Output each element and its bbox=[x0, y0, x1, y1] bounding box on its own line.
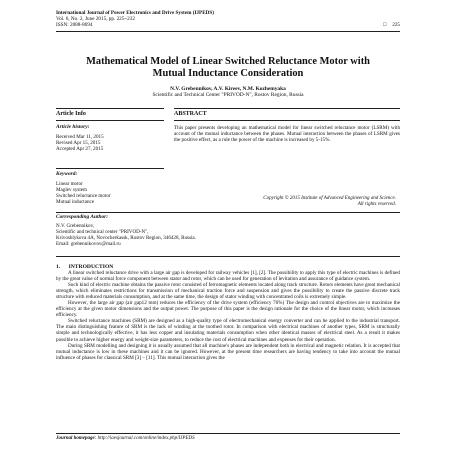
accepted-date: Accepted Apr 27, 2015 bbox=[56, 146, 104, 152]
paper-page bbox=[56, 0, 400, 452]
keyword-item: Linear motor bbox=[56, 181, 83, 187]
journal-volume: Vol. 6, No. 2, June 2015, pp. 225~232 bbox=[56, 16, 135, 23]
info-bottom-rule bbox=[56, 212, 400, 213]
homepage-link[interactable]: : http://iaesjournal.com/online/index.php/IJPEDS bbox=[94, 436, 195, 441]
revised-date: Revised Apr 15, 2015 bbox=[56, 140, 101, 146]
copyright-line-1: Copyright © 2015 Institute of Advanced Engineering and Science. bbox=[263, 196, 396, 201]
title-line-2: Mutual Inductance Consideration bbox=[152, 68, 304, 79]
corresponding-line: Krivoshlykova 4A, Novocherkassk, Rostov Region, 346428, Russia. bbox=[56, 235, 196, 241]
journal-footer bbox=[56, 436, 400, 441]
author-block bbox=[56, 86, 400, 99]
corresponding-author bbox=[56, 214, 400, 247]
paragraph: A linear switched reluctance drive with a large air gap is developed for railway vehicles [1], [2]. The possibility to apply this type of electric machines is defined by the great value of normal force component between stator and rotor, which can be used for generation of levitation and assurance of guidance system. bbox=[56, 270, 400, 283]
article-history bbox=[56, 124, 164, 152]
abstract-top-rule bbox=[174, 108, 400, 109]
author-names: N.V. Grebennikov, A.V. Kireev, N.M. Kozhemyaka bbox=[170, 86, 286, 92]
corresponding-line: Scientific and technical center "PRIVOD-N", bbox=[56, 229, 149, 235]
article-title bbox=[56, 56, 400, 80]
page-square-icon: □ bbox=[383, 22, 387, 29]
author-affiliation: Scientific and Technical Center "PRIVOD-N", Rostov Region, Russia bbox=[152, 92, 304, 99]
homepage-label: Journal homepage bbox=[56, 436, 95, 441]
paragraph: Such kind of electric machine obtains the passive rotor consisted of ferromagnetic elements located along track structure. Rotors elements have great mechanical strength, which eliminates restrictions for transmission of mechanical traction force and suspension and gives the possibility to create the passive discrete track structure with reduced materials consumption, and at the same time, the design of stator winding with concentrated coils is extremely simple. bbox=[56, 282, 400, 301]
corresponding-label: Corresponding Author: bbox=[56, 214, 109, 220]
journal-name: International Journal of Power Electronics and Drive System (IJPEDS) bbox=[56, 10, 215, 16]
info-top-rule bbox=[56, 108, 164, 109]
info-head-rule bbox=[56, 120, 164, 121]
title-line-1: Mathematical Model of Linear Switched Reluctance Motor with bbox=[86, 56, 370, 67]
keyword-item: Maglev system bbox=[56, 187, 87, 193]
copyright-notice bbox=[174, 196, 396, 208]
paragraph: Switched reluctance machines (SRM) are designed as a high-quality type of electromechanical energy converter and can be applied to the industrial transport. The main distinguishing feature of SRM is the lack of winding at the toothed rotor. In comparison with electrical machines of another types, SRM is structurally simple and technologically effective, it has less copper and insulating materials consumption when other identical masses of electrical steel. As a result it makes possible to achieve higher energy and weight-size parameters, to reduce the cost of electrical machines and expenses for their operation. bbox=[56, 318, 400, 343]
journal-issn: ISSN: 2088-8694 bbox=[56, 22, 93, 29]
abstract-head-rule bbox=[174, 120, 400, 121]
footer-rule bbox=[56, 433, 400, 434]
section-heading: 1. INTRODUCTION bbox=[56, 264, 114, 270]
corresponding-bottom-rule bbox=[56, 256, 400, 257]
abstract-heading: ABSTRACT bbox=[174, 111, 207, 117]
corresponding-line: N.V. Grebennikov, bbox=[56, 223, 95, 229]
keyword-rule bbox=[56, 168, 164, 169]
page-number: 225 bbox=[392, 22, 400, 29]
keyword-item: Mutual inductance bbox=[56, 199, 95, 205]
history-label: Article history: bbox=[56, 124, 90, 130]
paragraph: During SRM modelling and designing it is usually assumed that all machine's phases are independent both in electrical and magnetic relation. It is accepted that mutual inductance is low in these machines and it can be ignored. However, at the present time researchers are having tendency to take into account the mutual influence of phases for classical SRM [3] – [11]. This mutual interaction gives the bbox=[56, 342, 400, 361]
abstract-text: This paper presents developing an mathematical model for linear switched reluctance motor (LSRM) with account of the mutual inductance between the phases. Mutual interaction between the phases of LSRM gives the positive effect, as a rule the power of the machine is increased by 5-15%. bbox=[174, 125, 400, 143]
keyword-label: Keyword: bbox=[56, 171, 78, 177]
copyright-line-2: All rights reserved. bbox=[357, 202, 396, 207]
keyword-item: Switched reluctance motor bbox=[56, 193, 111, 199]
header-rule bbox=[56, 31, 400, 32]
paragraph: However, the large air gap (air gap12 mm) reduces the efficiency of the drive system (efficiency 76%) The design and control objectives are to maximize the efficiency at the given motor dimensions and the output power. The purpose of this paper is the design rationale for the choice of the linear motor, which increases efficiency. bbox=[56, 300, 400, 319]
journal-header bbox=[56, 10, 400, 29]
received-date: Received Mar 11, 2015 bbox=[56, 134, 104, 140]
keyword-block bbox=[56, 171, 164, 205]
corresponding-email: Email: grebennikovnv@mail.ru bbox=[56, 241, 121, 247]
introduction-body bbox=[56, 270, 400, 361]
article-info-heading: Article Info bbox=[56, 111, 86, 117]
